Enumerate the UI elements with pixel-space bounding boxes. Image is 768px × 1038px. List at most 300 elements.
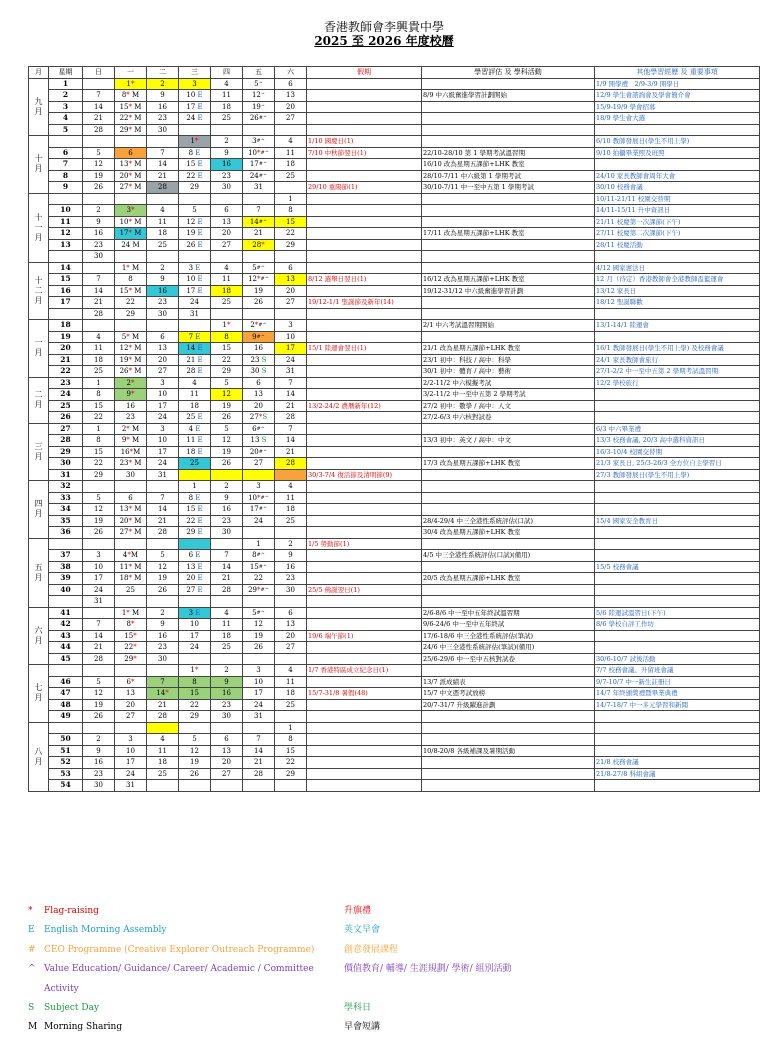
day-cell: 16 (147, 630, 179, 642)
day-cell (243, 469, 275, 481)
event-cell: 21/8-27/8 科組會議 (595, 768, 760, 780)
day-cell (179, 653, 211, 665)
day-cell: 27 (211, 239, 243, 251)
day-cell: 1* (179, 136, 211, 148)
day-cell (83, 665, 115, 677)
holiday-cell (307, 193, 422, 205)
academic-cell (422, 136, 595, 148)
day-cell: 24 E (179, 113, 211, 125)
day-cell: 6 E (179, 550, 211, 562)
day-cell: 18 (147, 757, 179, 769)
academic-cell (422, 331, 595, 343)
header (0, 20, 768, 48)
day-cell: 14 (275, 389, 307, 401)
holiday-cell (307, 504, 422, 516)
day-cell: 5 (179, 205, 211, 217)
day-cell: 12 (83, 688, 115, 700)
day-cell: 22 (275, 228, 307, 240)
day-cell: 19 (211, 400, 243, 412)
day-cell: 10*#^ (243, 492, 275, 504)
academic-cell: 4/5 中三全港性系統評估(口試)(備用) (422, 550, 595, 562)
week-row (29, 331, 760, 343)
week-row (29, 308, 760, 320)
day-cell: 5 (147, 550, 179, 562)
legend-chinese: 價值教育/ 輔導/ 生涯規劃/ 學術/ 組別活動 (344, 964, 512, 975)
day-cell: 29* (115, 653, 147, 665)
week-row (29, 630, 760, 642)
day-cell: 19* M (115, 354, 147, 366)
event-cell: 1/9 開學禮 2/9-3/9 開學日 (595, 78, 760, 90)
day-cell: 5^ (243, 78, 275, 90)
week-row (29, 147, 760, 159)
week-row (29, 320, 760, 332)
day-cell: 17 (275, 343, 307, 355)
day-cell: 29 (83, 469, 115, 481)
academic-cell (422, 596, 595, 608)
day-cell: 21 (147, 170, 179, 182)
holiday-cell (307, 228, 422, 240)
day-cell: 9 (147, 90, 179, 102)
day-cell: 4*M (115, 550, 147, 562)
day-cell: 15 (211, 343, 243, 355)
day-cell (243, 193, 275, 205)
day-cell: 2 (147, 78, 179, 90)
day-cell: 23 (147, 297, 179, 309)
day-cell: 20 (275, 101, 307, 113)
day-cell: 28 (147, 711, 179, 723)
week-number (49, 596, 83, 608)
day-cell: 24 (115, 768, 147, 780)
day-cell: 2*#^ (243, 320, 275, 332)
day-cell: 10 (243, 676, 275, 688)
week-number: 40 (49, 584, 83, 596)
academic-cell: 16/10 改為星期五課節+LHK 教室 (422, 159, 595, 171)
day-cell: 9 (147, 274, 179, 286)
day-cell: 26#^ (243, 113, 275, 125)
day-cell (275, 527, 307, 539)
day-cell: 11* M (115, 561, 147, 573)
day-cell: 29 (179, 711, 211, 723)
day-cell: 8* M (115, 90, 147, 102)
week-number: 22 (49, 366, 83, 378)
holiday-cell (307, 205, 422, 217)
day-cell: 19 (147, 573, 179, 585)
holiday-cell (307, 699, 422, 711)
day-cell: 9* M (115, 435, 147, 447)
day-cell: 30 S (243, 366, 275, 378)
day-cell: 28 (243, 768, 275, 780)
day-cell: 31 (243, 711, 275, 723)
day-cell: 20 E (179, 573, 211, 585)
academic-cell: 10/8-20/8 各級補課及暑期活動 (422, 745, 595, 757)
day-cell (275, 711, 307, 723)
week-number: 26 (49, 412, 83, 424)
day-cell: 26 (83, 182, 115, 194)
event-cell: 13/3 校務會議, 20/3 高中選科資訊日 (595, 435, 760, 447)
day-cell (211, 308, 243, 320)
day-cell: 17* M (115, 228, 147, 240)
academic-cell (422, 308, 595, 320)
day-cell: 24 (243, 515, 275, 527)
event-cell: 30/6-10/7 試後活動 (595, 653, 760, 665)
day-cell: 18 (147, 228, 179, 240)
month-label: 十 月 (29, 136, 49, 194)
day-cell: 1 (243, 538, 275, 550)
week-number: 52 (49, 757, 83, 769)
holiday-cell (307, 320, 422, 332)
week-row (29, 584, 760, 596)
day-cell: 18 (275, 504, 307, 516)
event-cell: 9/7-10/7 中一新生註冊日 (595, 676, 760, 688)
academic-cell: 30/10-7/11 中一至中五第 1 學期考試 (422, 182, 595, 194)
col-mon: 一 (115, 67, 147, 79)
event-cell: 6/10 教師發展日(學生不用上學) (595, 136, 760, 148)
day-cell: 4 (147, 734, 179, 746)
day-cell (83, 607, 115, 619)
week-row (29, 561, 760, 573)
week-number: 23 (49, 377, 83, 389)
event-cell: 18/12 聖誕聯歡 (595, 297, 760, 309)
day-cell: 20* M (115, 515, 147, 527)
day-cell: 23 (83, 768, 115, 780)
day-cell: 13 E (179, 561, 211, 573)
day-cell (179, 124, 211, 136)
month-label: 八 月 (29, 722, 49, 791)
holiday-cell (307, 561, 422, 573)
week-number: 45 (49, 653, 83, 665)
holiday-cell: 8/12 選舉日翌日(1) (307, 274, 422, 286)
month-label: 二 月 (29, 377, 49, 423)
day-cell: 13 (115, 688, 147, 700)
legend-symbol: M (28, 1022, 38, 1033)
event-cell: 27/1-2/2 中一至中五第 2 學期考試溫習期 (595, 366, 760, 378)
week-number (49, 308, 83, 320)
day-cell: 21 E (179, 354, 211, 366)
day-cell: 4 (211, 262, 243, 274)
day-cell: 21 (83, 113, 115, 125)
week-number: 47 (49, 688, 83, 700)
event-cell (595, 642, 760, 654)
holiday-cell (307, 768, 422, 780)
col-tue: 二 (147, 67, 179, 79)
day-cell: 12 (211, 389, 243, 401)
day-cell (115, 665, 147, 677)
week-number: 4 (49, 113, 83, 125)
day-cell: 7 (147, 147, 179, 159)
day-cell: 21 (83, 642, 115, 654)
day-cell: 21 (275, 400, 307, 412)
academic-cell (422, 757, 595, 769)
academic-cell: 28/10-7/11 中六級第 1 學期考試 (422, 170, 595, 182)
day-cell: 23 (211, 170, 243, 182)
day-cell: 26 (211, 412, 243, 424)
holiday-cell: 25/5 佛誕翌日(1) (307, 584, 422, 596)
academic-cell (422, 538, 595, 550)
event-cell: 15/4 國家安全教育日 (595, 515, 760, 527)
day-cell: 7 E (179, 331, 211, 343)
holiday-cell: 7/10 中秋節翌日(1) (307, 147, 422, 159)
day-cell: 27* M (115, 527, 147, 539)
day-cell: 13 (275, 90, 307, 102)
legend-chinese: 學科日 (344, 1003, 372, 1014)
day-cell: 18 (275, 688, 307, 700)
week-number: 33 (49, 492, 83, 504)
holiday-cell (307, 515, 422, 527)
academic-cell: 8/9 中六級奮進學習計劃開始 (422, 90, 595, 102)
day-cell: 12* M (115, 343, 147, 355)
day-cell: 18 (211, 101, 243, 113)
day-cell: 18 (211, 630, 243, 642)
day-cell: 15* M (115, 101, 147, 113)
day-cell (83, 193, 115, 205)
legend-item (28, 1018, 748, 1037)
day-cell: 17 (115, 757, 147, 769)
day-cell: 26 (83, 711, 115, 723)
day-cell (211, 251, 243, 263)
week-row (29, 446, 760, 458)
holiday-cell (307, 354, 422, 366)
day-cell (243, 308, 275, 320)
day-cell: 3 (275, 320, 307, 332)
week-row (29, 527, 760, 539)
week-row (29, 642, 760, 654)
day-cell: 28 (211, 584, 243, 596)
event-cell (595, 573, 760, 585)
day-cell (115, 481, 147, 493)
week-row (29, 377, 760, 389)
day-cell: 10*#^ (243, 147, 275, 159)
day-cell: 22 (179, 699, 211, 711)
day-cell: 19 (83, 170, 115, 182)
legend-symbol: # (28, 944, 36, 955)
week-number: 28 (49, 435, 83, 447)
day-cell: 2 (211, 665, 243, 677)
week-number: 41 (49, 607, 83, 619)
day-cell: 17#^ (243, 159, 275, 171)
day-cell: 3 (243, 665, 275, 677)
event-cell: 4/12 國家憲法日 (595, 262, 760, 274)
day-cell: 18 (275, 159, 307, 171)
day-cell: 28 (147, 527, 179, 539)
week-row (29, 136, 760, 148)
day-cell: 3 (179, 78, 211, 90)
week-number: 50 (49, 734, 83, 746)
day-cell: 7 (83, 619, 115, 631)
day-cell: 5 (211, 377, 243, 389)
holiday-cell (307, 481, 422, 493)
academic-cell (422, 446, 595, 458)
event-cell (595, 481, 760, 493)
holiday-cell (307, 159, 422, 171)
day-cell: 4 E (179, 423, 211, 435)
academic-cell: 24/6 中三全港性系統評估(筆試)(備用) (422, 642, 595, 654)
week-row (29, 101, 760, 113)
day-cell: 6 (115, 492, 147, 504)
day-cell: 10* M (115, 216, 147, 228)
day-cell: 18* M (115, 573, 147, 585)
day-cell: 23 S (243, 354, 275, 366)
holiday-cell (307, 90, 422, 102)
day-cell: 26* M (115, 366, 147, 378)
day-cell (275, 308, 307, 320)
day-cell: 14 (147, 159, 179, 171)
day-cell: 12 (179, 745, 211, 757)
day-cell (275, 469, 307, 481)
holiday-cell: 1/10 國慶日(1) (307, 136, 422, 148)
week-row (29, 423, 760, 435)
holiday-cell: 19/12-1/1 聖誕節及新年(14) (307, 297, 422, 309)
holiday-cell (307, 377, 422, 389)
academic-cell (422, 193, 595, 205)
day-cell: 19^ (243, 101, 275, 113)
day-cell: 11 (211, 619, 243, 631)
month-label: 五 月 (29, 538, 49, 607)
week-number: 16 (49, 285, 83, 297)
day-cell: 25 (115, 584, 147, 596)
week-number: 53 (49, 768, 83, 780)
event-cell: 13/1-14/1 陸運會 (595, 320, 760, 332)
day-cell (179, 193, 211, 205)
day-cell: 6 (211, 734, 243, 746)
day-cell: 20 (115, 699, 147, 711)
week-number: 39 (49, 573, 83, 585)
day-cell: 27 (275, 113, 307, 125)
week-row (29, 653, 760, 665)
col-thu: 四 (211, 67, 243, 79)
day-cell: 28* (243, 239, 275, 251)
day-cell: 22 (211, 354, 243, 366)
event-cell (595, 308, 760, 320)
day-cell (275, 182, 307, 194)
week-row (29, 354, 760, 366)
day-cell: 29 (211, 366, 243, 378)
day-cell: 24 (243, 699, 275, 711)
calendar-year-title: 2025 至 2026 年度校曆 (314, 34, 454, 48)
academic-cell (422, 297, 595, 309)
event-cell: 5/6 陸運試溫習日(下午) (595, 607, 760, 619)
academic-cell: 17/11 改為星期五課節+LHK 教室 (422, 228, 595, 240)
day-cell: 15 (275, 216, 307, 228)
week-number (49, 722, 83, 734)
day-cell (275, 596, 307, 608)
day-cell: 14 (83, 285, 115, 297)
day-cell (115, 193, 147, 205)
day-cell (179, 722, 211, 734)
day-cell: 25 (211, 297, 243, 309)
day-cell (147, 481, 179, 493)
event-cell (595, 492, 760, 504)
day-cell (147, 780, 179, 792)
week-row (29, 216, 760, 228)
day-cell: 27* M (115, 182, 147, 194)
day-cell: 30 (211, 527, 243, 539)
day-cell (179, 469, 211, 481)
holiday-cell: 30/3-7/4 復活節及清明節(9) (307, 469, 422, 481)
week-row (29, 596, 760, 608)
day-cell: 26 (211, 458, 243, 470)
week-number: 30 (49, 458, 83, 470)
event-cell (595, 159, 760, 171)
day-cell: 23* M (115, 458, 147, 470)
holiday-cell (307, 366, 422, 378)
day-cell: 12*#^ (243, 274, 275, 286)
legend-english: Morning Sharing (44, 1022, 123, 1033)
day-cell (211, 469, 243, 481)
day-cell: 15 (179, 688, 211, 700)
week-number: 46 (49, 676, 83, 688)
academic-cell (422, 584, 595, 596)
day-cell: 14 (275, 435, 307, 447)
event-cell (595, 596, 760, 608)
holiday-cell (307, 550, 422, 562)
day-cell: 31 (115, 780, 147, 792)
event-cell (595, 331, 760, 343)
col-sun: 日 (83, 67, 115, 79)
col-events: 其他學習經歷 及 重要事項 (595, 67, 760, 79)
day-cell: 9 (211, 147, 243, 159)
day-cell: 15 (275, 745, 307, 757)
event-cell (595, 711, 760, 723)
day-cell: 13* M (115, 504, 147, 516)
academic-cell (422, 78, 595, 90)
day-cell: 27 (275, 642, 307, 654)
day-cell: 29*#^ (243, 584, 275, 596)
day-cell: 12^ (243, 90, 275, 102)
week-row (29, 619, 760, 631)
day-cell: 4 (179, 377, 211, 389)
day-cell: 8#^ (243, 550, 275, 562)
week-number: 11 (49, 216, 83, 228)
day-cell: 15* (115, 630, 147, 642)
day-cell: 22* (115, 642, 147, 654)
month-label: 九 月 (29, 78, 49, 136)
day-cell: 3 (147, 423, 179, 435)
academic-cell: 2/1 中六考試溫習期開始 (422, 320, 595, 332)
week-row (29, 550, 760, 562)
legend-chinese: 創意發展課程 (344, 944, 399, 955)
week-number: 9 (49, 182, 83, 194)
day-cell: 11 (147, 216, 179, 228)
day-cell: 24 (179, 297, 211, 309)
week-row (29, 469, 760, 481)
day-cell (147, 538, 179, 550)
day-cell: 30 (83, 780, 115, 792)
academic-cell (422, 504, 595, 516)
day-cell: 15 (83, 446, 115, 458)
col-wed: 三 (179, 67, 211, 79)
day-cell: 3* (115, 205, 147, 217)
day-cell: 27 E (179, 584, 211, 596)
day-cell (275, 251, 307, 263)
week-row (29, 90, 760, 102)
day-cell: 10 E (179, 274, 211, 286)
week-number: 7 (49, 159, 83, 171)
day-cell: 1 (83, 423, 115, 435)
holiday-cell: 1/7 香港特區成立紀念日(1) (307, 665, 422, 677)
week-row (29, 205, 760, 217)
day-cell: 10 (147, 435, 179, 447)
day-cell: 24 M (115, 239, 147, 251)
event-cell: 24/1 家長教師會旅行 (595, 354, 760, 366)
day-cell: 16 (147, 285, 179, 297)
academic-cell: 30/1 初中：體育 / 高中：藝術 (422, 366, 595, 378)
day-cell: 28 (83, 308, 115, 320)
academic-cell: 17/3 改為星期五課節+LHK 教室 (422, 458, 595, 470)
day-cell: 4 (275, 481, 307, 493)
event-cell: 15/5 校務會議 (595, 561, 760, 573)
day-cell: 29 (275, 239, 307, 251)
event-cell (595, 780, 760, 792)
